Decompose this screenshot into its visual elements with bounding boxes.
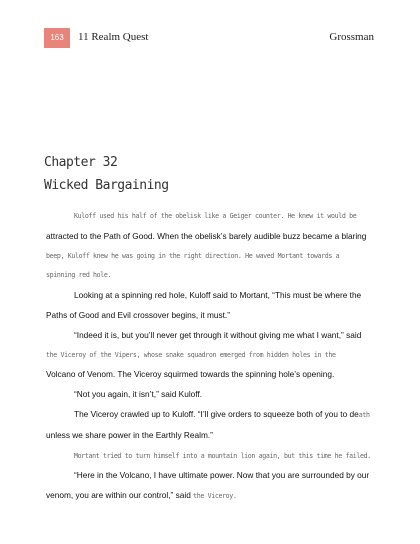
paragraph-line: spinning red hole. (46, 271, 112, 280)
author-name: Grossman (329, 31, 374, 43)
paragraph-line (46, 206, 376, 227)
paragraph-line: “Here in the Volcano, I have ultimate power. Now that you are surrounded by our (74, 470, 370, 481)
paragraph-text: the Viceroy. (193, 492, 237, 501)
paragraph-line: attracted to the Path of Good. When the obelisk’s barely audible buzz became a blaring (46, 230, 367, 241)
paragraph-line: Paths of Good and Evil crossover begins, it must.” (46, 309, 230, 320)
paragraph-line (46, 446, 376, 467)
paragraph-line: “Not you again, it isn’t,” said Kuloff. (74, 389, 203, 400)
paragraph-text: Mortant tried to turn himself into a mountain lion again, but this time he failed. (74, 451, 371, 460)
paragraph-line (46, 405, 376, 426)
paragraph-text: venom, you are within our control,” said (46, 490, 194, 501)
paragraph-line: the Viceroy of the Vipers, whose snake squadron emerged from hidden holes in the (46, 350, 336, 359)
paragraph-line: Looking at a spinning red hole, Kuloff said to Mortant, “This must be where the (74, 290, 362, 301)
paragraph-line: beep, Kuloff knew he was going in the right direction. He waved Mortant towards a (46, 251, 340, 260)
paragraph-line: Volcano of Venom. The Viceroy squirmed towards the spinning hole’s opening. (46, 369, 335, 380)
paragraph-line (46, 486, 376, 507)
chapter-number: Chapter 32 (44, 155, 118, 170)
chapter-body (46, 206, 376, 507)
paragraph-text: The Viceroy crawled up to Kuloff. “I’ll give orders to squeeze both of you to de (74, 408, 359, 419)
page-number-badge: 163 (44, 28, 70, 48)
paragraph-line: “Indeed it is, but you’ll never get through it without giving me what I want,” said (74, 329, 362, 340)
paragraph-text: ath (358, 410, 370, 419)
page-header (44, 28, 374, 48)
book-title: 11 Realm Quest (78, 31, 149, 43)
paragraph-line: unless we share power in the Earthly Realm.” (46, 429, 213, 440)
chapter-title: Wicked Bargaining (44, 178, 169, 193)
paragraph-text: Kuloff used his half of the obelisk like a Geiger counter. He knew it would be (74, 212, 357, 220)
